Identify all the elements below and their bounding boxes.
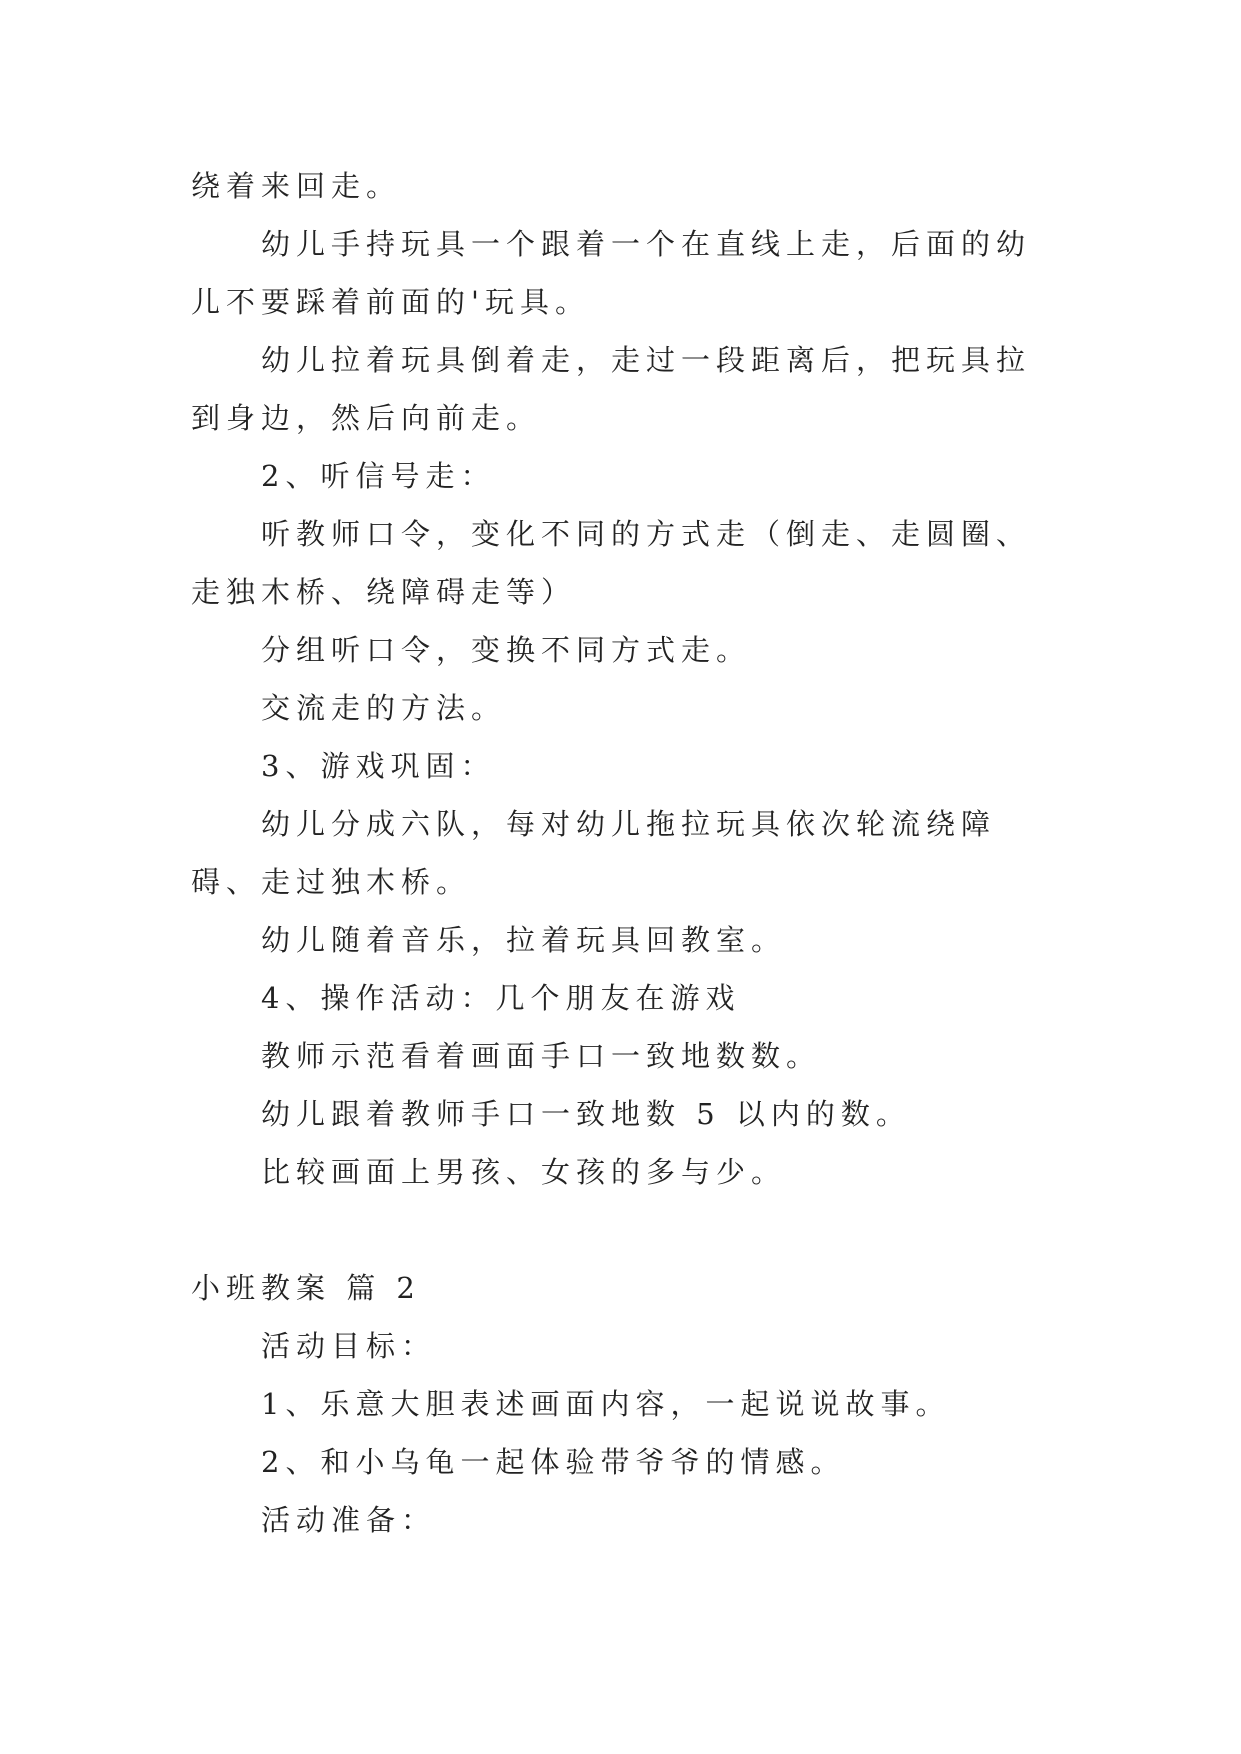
paragraph: 3、游戏巩固： (261, 749, 496, 783)
paragraph: 活动目标： (261, 1329, 437, 1363)
paragraph: 幼儿分成六队，每对幼儿拖拉玩具依次轮流绕障碍、走过独木桥。 (191, 807, 997, 899)
paragraph: 比较画面上男孩、女孩的多与少。 (261, 1155, 787, 1189)
paragraph: 听教师口令，变化不同的方式走（倒走、走圆圈、走独木桥、绕障碍走等） (191, 517, 1032, 609)
paragraph: 幼儿拉着玩具倒着走，走过一段距离后，把玩具拉到身边，然后向前走。 (191, 343, 1032, 435)
paragraph: 2、和小乌龟一起体验带爷爷的情感。 (261, 1445, 846, 1479)
paragraph: 幼儿随着音乐，拉着玩具回教室。 (261, 923, 787, 957)
paragraph: 1、乐意大胆表述画面内容，一起说说故事。 (261, 1387, 951, 1421)
document-body (191, 157, 1051, 1549)
paragraph: 教师示范看着画面手口一致地数数。 (261, 1039, 822, 1073)
paragraph: 交流走的方法。 (261, 691, 507, 725)
paragraph: 4、操作活动：几个朋友在游戏 (261, 981, 741, 1015)
paragraph: 幼儿手持玩具一个跟着一个在直线上走，后面的幼儿不要踩着前面的'玩具。 (191, 227, 1032, 319)
paragraph: 活动准备： (261, 1503, 437, 1537)
paragraph: 绕着来回走。 (191, 169, 402, 203)
section-spacer (191, 1201, 1051, 1259)
paragraph: 2、听信号走： (261, 459, 496, 493)
paragraph: 幼儿跟着教师手口一致地数 5 以内的数。 (261, 1097, 911, 1131)
section-title: 小班教案 篇 2 (191, 1271, 421, 1305)
paragraph: 分组听口令，变换不同方式走。 (261, 633, 752, 667)
